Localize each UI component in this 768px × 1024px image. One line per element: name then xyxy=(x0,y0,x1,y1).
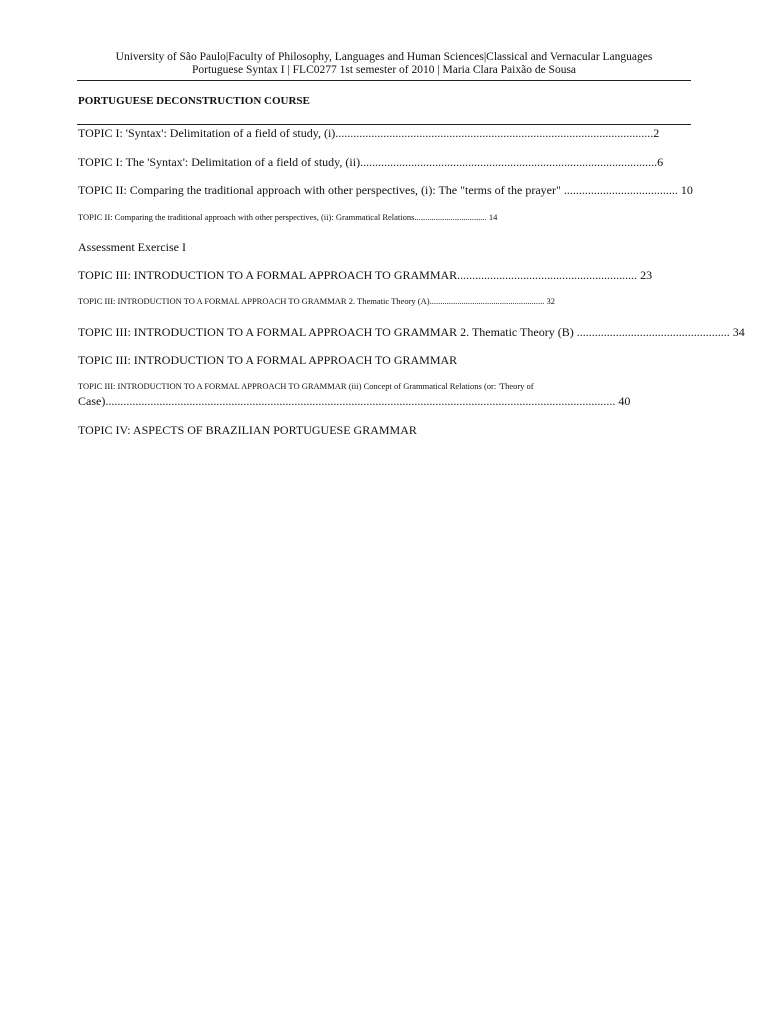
toc-page-number: 40 xyxy=(615,394,631,408)
toc-entry-title: TOPIC II: Comparing the traditional approach with other perspectives, (i): The "terms of the prayer" xyxy=(78,183,561,197)
toc-leader-dots: ...................................................... xyxy=(429,296,545,306)
toc-page-number: 6 xyxy=(657,155,664,169)
toc-entry-topic-2-ii[interactable] xyxy=(78,212,497,222)
toc-divider xyxy=(77,124,691,125)
toc-page-number: 23 xyxy=(637,268,653,282)
toc-entry-title-continued xyxy=(78,394,630,408)
toc-leader-dots: ............................................................ xyxy=(457,268,638,282)
toc-entry-title: TOPIC III: INTRODUCTION TO A FORMAL APPROACH TO GRAMMAR xyxy=(78,268,458,282)
course-title: PORTUGUESE DECONSTRUCTION COURSE xyxy=(78,95,310,107)
toc-entry-assessment-1[interactable] xyxy=(78,240,186,254)
toc-leader-dots: ...................................... xyxy=(560,183,678,197)
toc-entry-title: TOPIC IV: ASPECTS OF BRAZILIAN PORTUGUESE GRAMMAR xyxy=(78,423,417,437)
toc-leader-dots: .......................................................................................................................................................................... xyxy=(105,394,616,408)
toc-entry-title: TOPIC III: INTRODUCTION TO A FORMAL APPROACH TO GRAMMAR 2. Thematic Theory (B) xyxy=(78,325,574,339)
toc-entry-title: TOPIC I: The 'Syntax': Delimitation of a field of study, (ii) xyxy=(78,155,361,169)
toc-entry-title: TOPIC III: INTRODUCTION TO A FORMAL APPROACH TO GRAMMAR xyxy=(78,353,458,367)
header-line-1: University of São Paulo|Faculty of Philosophy, Languages and Human Sciences|Classical and Vernacular Languages xyxy=(115,51,653,63)
toc-entry-title-cont: Case) xyxy=(78,394,106,408)
toc-entry-topic-3-thematic-a[interactable] xyxy=(78,296,555,306)
toc-entry-title: TOPIC I: 'Syntax': Delimitation of a field of study, (i) xyxy=(78,126,336,140)
toc-entry-title: Assessment Exercise I xyxy=(78,240,186,254)
toc-entry-topic-3[interactable] xyxy=(78,268,652,282)
toc-leader-dots: .......................................................................................................... xyxy=(335,126,654,140)
toc-page-number: 32 xyxy=(544,296,555,306)
header-divider xyxy=(77,80,691,81)
toc-leader-dots: .................................. xyxy=(414,212,487,222)
toc-entry-title: TOPIC III: INTRODUCTION TO A FORMAL APPROACH TO GRAMMAR (iii) Concept of Grammatical Relations (or: 'Theory of xyxy=(78,381,534,391)
toc-entry-topic-3-heading[interactable] xyxy=(78,353,457,367)
running-header xyxy=(78,51,690,77)
toc-entry-topic-1-ii[interactable] xyxy=(78,155,663,169)
toc-entry-topic-2-i[interactable] xyxy=(78,183,693,197)
toc-page-number: 14 xyxy=(486,212,498,222)
toc-leader-dots: ................................................................................................... xyxy=(360,155,658,169)
toc-entry-title: TOPIC III: INTRODUCTION TO A FORMAL APPROACH TO GRAMMAR 2. Thematic Theory (A) xyxy=(78,296,430,306)
header-line-2: Portuguese Syntax I | FLC0277 1st semester of 2010 | Maria Clara Paixão de Sousa xyxy=(191,64,577,76)
toc-page-number: 10 xyxy=(677,183,693,197)
toc-page-number: 2 xyxy=(653,126,660,140)
toc-entry-title: TOPIC II: Comparing the traditional approach with other perspectives, (ii): Grammatical Relations xyxy=(78,212,415,222)
toc-page-number: 34 xyxy=(729,325,745,339)
toc-entry-topic-4[interactable] xyxy=(78,423,417,437)
toc-entry-topic-3-thematic-b[interactable] xyxy=(78,325,745,339)
toc-entry-topic-3-iii[interactable] xyxy=(78,381,630,408)
toc-leader-dots: ................................................... xyxy=(573,325,730,339)
toc-entry-topic-1-i[interactable] xyxy=(78,126,659,140)
